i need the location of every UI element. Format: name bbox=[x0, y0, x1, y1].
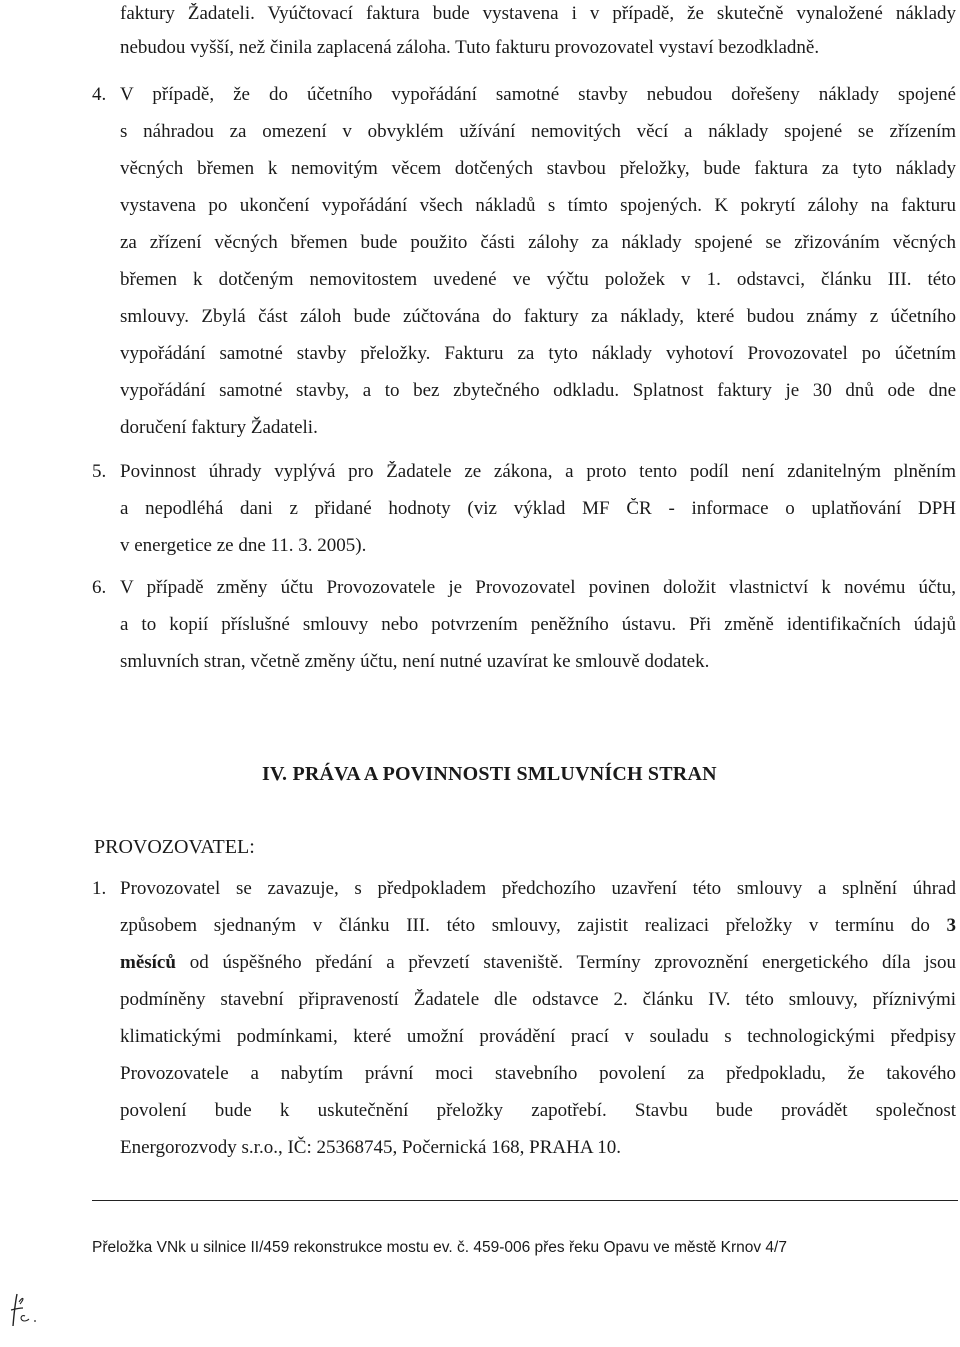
subheading: PROVOZOVATEL: bbox=[94, 836, 255, 858]
emphasis-text: měsíců bbox=[120, 952, 176, 973]
paragraph-line: břemen k dotčeným nemovitostem uvedené ve výčtu položek v 1. odstavci, článku III. této bbox=[120, 269, 956, 290]
item-number: 6. bbox=[92, 577, 107, 598]
paragraph-line: vypořádání samotné stavby přeložky. Fakturu za tyto náklady vyhotoví Provozovatel po účetním bbox=[120, 343, 956, 364]
paragraph-line bbox=[120, 915, 956, 937]
paragraph-line: podmíněny stavební připraveností Žadatele dle odstavce 2. článku IV. této smlouvy, příznivými bbox=[120, 989, 956, 1010]
paragraph-line: a nepodléhá dani z přidané hodnoty (viz výklad MF ČR - informace o uplatňování DPH bbox=[120, 498, 956, 519]
paragraph-line: smluvních stran, včetně změny účtu, není nutné uzavírat ke smlouvě dodatek. bbox=[120, 651, 710, 672]
footer-divider bbox=[92, 1200, 958, 1201]
paragraph-line: s náhradou za omezení v obvyklém užívání nemovitých věcí a náklady spojené se zřízením bbox=[120, 121, 956, 142]
emphasis-text: 3 bbox=[946, 915, 956, 936]
paragraph-line: vypořádání samotné stavby, a to bez zbytečného odkladu. Splatnost faktury je 30 dnů ode dne bbox=[120, 380, 956, 401]
paragraph-line: povolení bude k uskutečnění přeložky zapotřebí. Stavbu bude provádět společnost bbox=[120, 1100, 956, 1121]
paragraph-line: V případě změny účtu Provozovatele je Provozovatel povinen doložit vlastnictví k novému účtu, bbox=[120, 577, 956, 598]
paragraph-line: Provozovatel se zavazuje, s předpokladem předchozího uzavření této smlouvy a splnění úhrad bbox=[120, 878, 956, 899]
paragraph-line: faktury Žadateli. Vyúčtovací faktura bude vystavena i v případě, že skutečně vynaložené náklady bbox=[120, 3, 956, 24]
item-number: 4. bbox=[92, 84, 107, 105]
paragraph-line: za zřízení věcných břemen bude použito části zálohy za náklady spojené se zřizováním věcných bbox=[120, 232, 956, 253]
item-number: 1. bbox=[92, 878, 107, 899]
section-heading: IV. PRÁVA A POVINNOSTI SMLUVNÍCH STRAN bbox=[262, 763, 717, 785]
page-footer: Přeložka VNk u silnice II/459 rekonstrukce mostu ev. č. 459-006 přes řeku Opavu ve městě Krnov 4/7 bbox=[92, 1239, 787, 1256]
handwritten-initials bbox=[5, 1290, 45, 1330]
paragraph-text: způsobem sjednaným v článku III. této smlouvy, zajistit realizaci přeložky v termínu do bbox=[120, 915, 947, 936]
paragraph-line: v energetice ze dne 11. 3. 2005). bbox=[120, 535, 367, 556]
paragraph-line bbox=[120, 952, 956, 974]
paragraph-text: od úspěšného předání a převzetí staveniště. Termíny zprovoznění energetického díla jsou bbox=[175, 952, 956, 973]
item-number: 5. bbox=[92, 461, 107, 482]
paragraph-line: nebudou vyšší, než činila zaplacená záloha. Tuto fakturu provozovatel vystaví bezodkladně. bbox=[120, 37, 820, 58]
paragraph-line: doručení faktury Žadateli. bbox=[120, 417, 318, 438]
paragraph-line: vystavena po ukončení vypořádání všech nákladů s tímto spojených. K pokrytí zálohy na fakturu bbox=[120, 195, 956, 216]
paragraph-line: klimatickými podmínkami, které umožní provádění prací v souladu s technologickými předpisy bbox=[120, 1026, 956, 1047]
paragraph-line: V případě, že do účetního vypořádání samotné stavby nebudou dořešeny náklady spojené bbox=[120, 84, 956, 105]
paragraph-line: věcných břemen k nemovitým věcem dotčených stavbou přeložky, bude faktura za tyto náklady bbox=[120, 158, 956, 179]
paragraph-line: a to kopií příslušné smlouvy nebo potvrzením peněžního ústavu. Při změně identifikačních údajů bbox=[120, 614, 956, 635]
paragraph-line: Energorozvody s.r.o., IČ: 25368745, Počernická 168, PRAHA 10. bbox=[120, 1137, 621, 1158]
paragraph-line: Povinnost úhrady vyplývá pro Žadatele ze zákona, a proto tento podíl není zdanitelným plněním bbox=[120, 461, 956, 482]
paragraph-line: Provozovatele a nabytím právní moci stavebního povolení za předpokladu, že takového bbox=[120, 1063, 956, 1084]
paragraph-line: smlouvy. Zbylá část záloh bude zúčtována do faktury za náklady, které budou známy z účetního bbox=[120, 306, 956, 327]
